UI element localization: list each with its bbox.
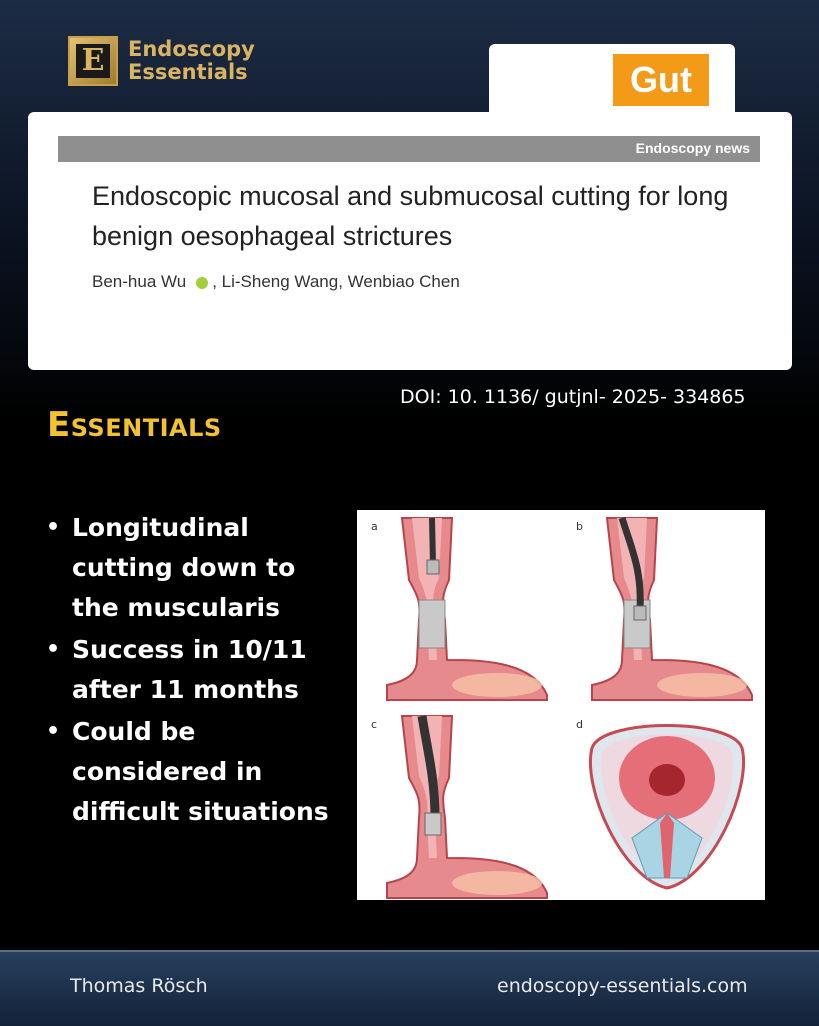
section-label: Endoscopy news [635, 140, 750, 156]
panel-a [371, 518, 547, 700]
author-rest: , Li-Sheng Wang, Wenbiao Chen [212, 272, 460, 291]
logo-wordmark [128, 38, 255, 84]
bullet-icon: • [46, 515, 61, 540]
essentials-list [44, 508, 344, 834]
logo-line-2: Essentials [128, 60, 248, 84]
section-bar [58, 136, 760, 162]
panel-c [371, 716, 547, 898]
list-item [44, 508, 344, 628]
bullet-text: Could be considered in difficult situations [72, 717, 329, 826]
journal-badge: Gut [613, 54, 709, 106]
panel-label-a: a [371, 520, 378, 533]
bullet-text: Success in 10/11 after 11 months [72, 635, 307, 704]
footer-website-link[interactable]: endoscopy-essentials.com [497, 975, 748, 997]
bullet-icon: • [46, 637, 61, 662]
bullet-text: Longitudinal cutting down to the muscularis [72, 513, 296, 622]
panel-d [576, 718, 744, 888]
essentials-heading: Essentials [47, 405, 222, 445]
procedure-figure [357, 510, 765, 900]
author-first: Ben-hua Wu [92, 272, 187, 291]
bullet-icon: • [46, 719, 61, 744]
logo-letter: E [76, 44, 110, 78]
endoscopy-essentials-logo[interactable] [68, 36, 258, 92]
list-item [44, 712, 344, 832]
panel-label-c: c [371, 718, 378, 731]
procedure-illustration [357, 510, 765, 900]
paper-authors [92, 272, 460, 292]
paper-title: Endoscopic mucosal and submucosal cutting for long benign oesophageal strictures [92, 181, 729, 251]
orcid-icon[interactable] [196, 277, 208, 289]
panel-label-b: b [576, 520, 583, 533]
panel-b [576, 518, 752, 700]
paper-card [28, 112, 792, 370]
panel-label-d: d [576, 718, 583, 731]
logo-line-1: Endoscopy [128, 37, 255, 61]
doi-text: DOI: 10. 1136/ gutjnl- 2025- 334865 [400, 386, 746, 408]
list-item [44, 630, 344, 710]
footer-author: Thomas Rösch [70, 975, 208, 997]
logo-emblem [68, 36, 118, 86]
